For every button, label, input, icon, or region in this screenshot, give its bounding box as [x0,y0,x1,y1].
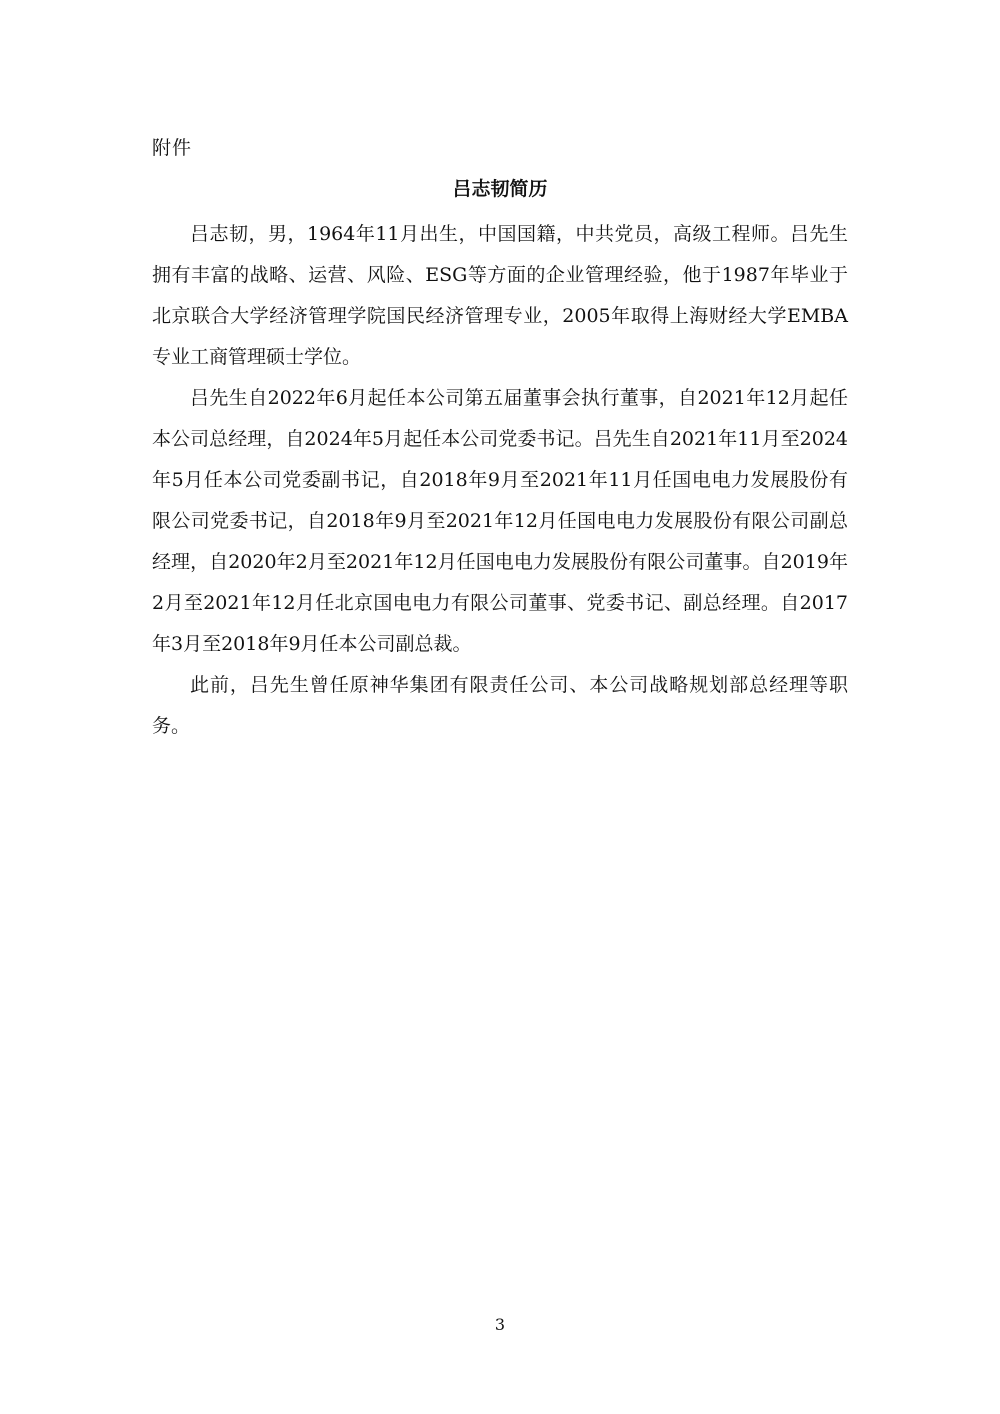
paragraph-previous-roles: 此前，吕先生曾任原神华集团有限责任公司、本公司战略规划部总经理等职务。 [152,674,848,737]
document-title: 吕志韧简历 [452,178,548,200]
paragraph-background: 吕志韧，男，1964年11月出生，中国国籍，中共党员，高级工程师。吕先生拥有丰富的战略、运营、风险、ESG等方面的企业管理经验，他于1987年毕业于北京联合大学经济管理学院国民经济管理专业，2005年取得上海财经大学EMBA专业工商管理硕士学位。 [152,223,848,368]
document-body [152,214,848,747]
page-number: 3 [494,1315,506,1334]
attachment-label: 附件 [152,137,193,159]
paragraph-positions: 吕先生自2022年6月起任本公司第五届董事会执行董事，自2021年12月起任本公司总经理，自2024年5月起任本公司党委书记。吕先生自2021年11月至2024年5月任本公司党委副书记，自2018年9月至2021年11月任国电电力发展股份有限公司党委书记，自2018年9月至2021年12月任国电电力发展股份有限公司副总经理，自2020年2月至2021年12月任国电电力发展股份有限公司董事。自2019年2月至2021年12月任北京国电电力有限公司董事、党委书记、副总经理。自2017年3月至2018年9月任本公司副总裁。 [152,387,848,655]
